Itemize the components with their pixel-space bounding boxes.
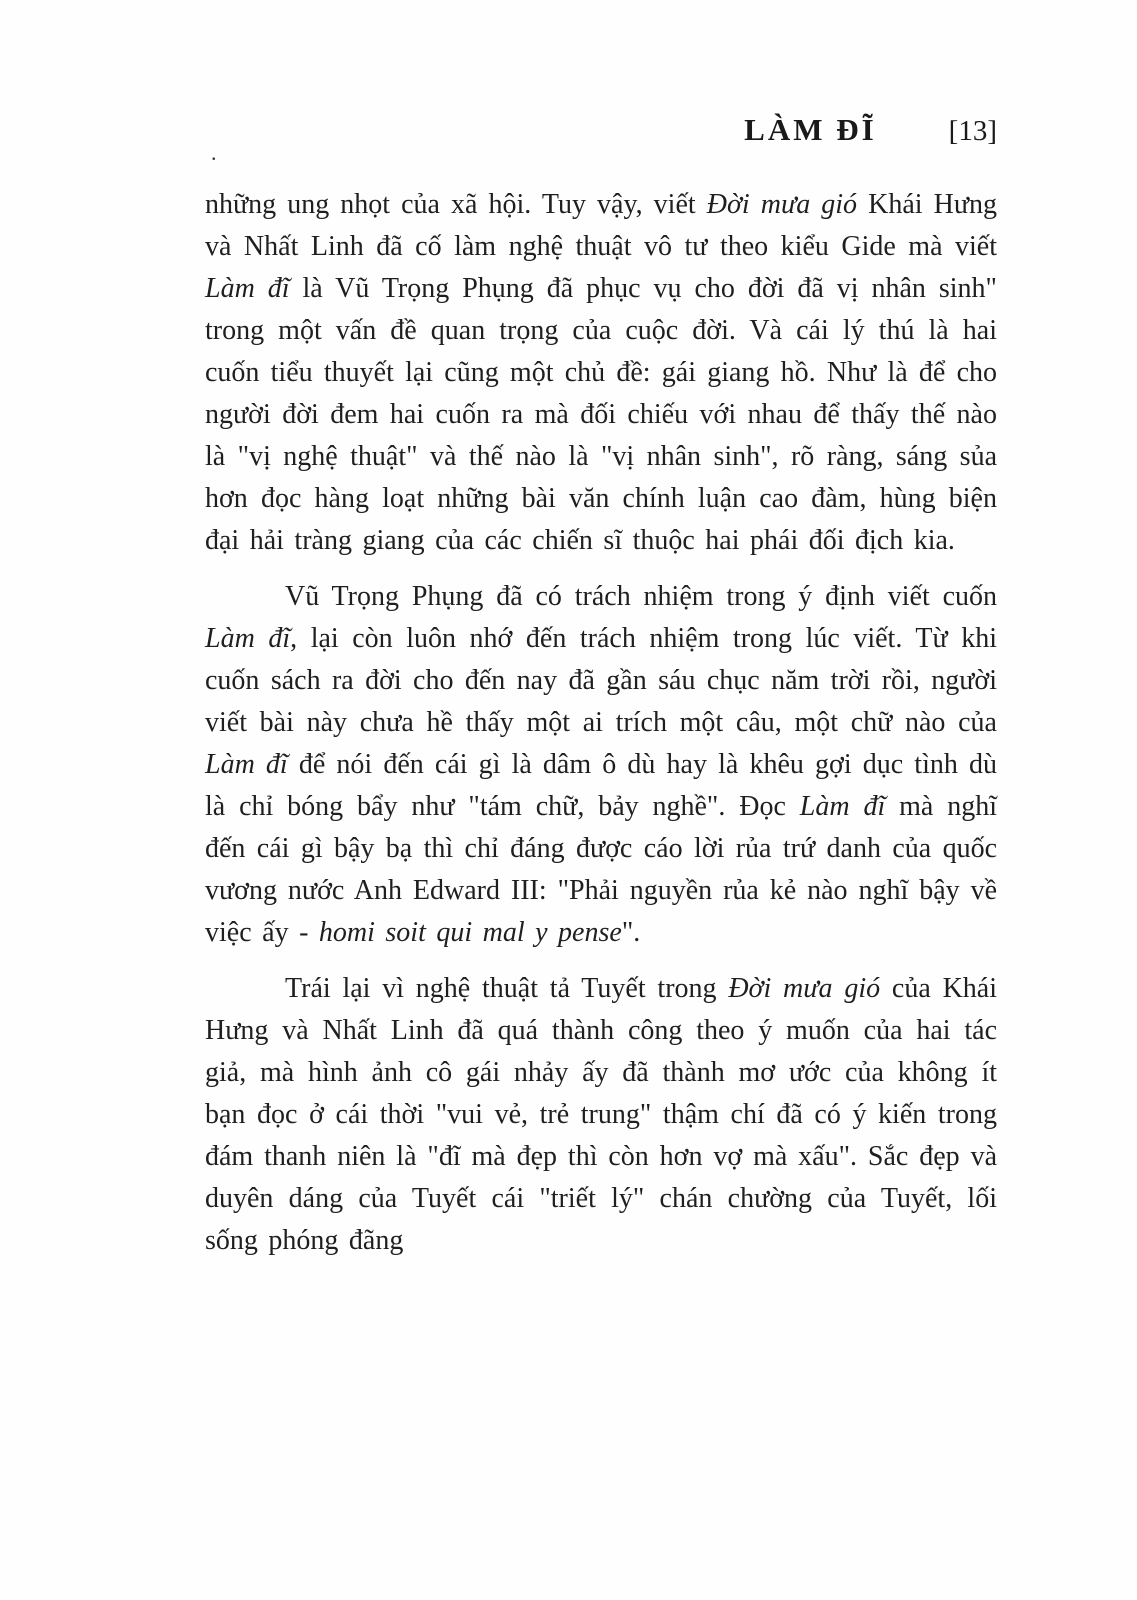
text-segment: những ung nhọt của xã hội. Tuy vậy, viết bbox=[205, 189, 707, 220]
page-content bbox=[205, 112, 997, 1262]
text-segment: Trái lại vì nghệ thuật tả Tuyết trong bbox=[285, 973, 729, 1004]
text-segment: Vũ Trọng Phụng đã có trách nhiệm trong ý định viết cuốn bbox=[285, 581, 997, 612]
italic-text-segment: Làm đĩ bbox=[799, 791, 886, 822]
paragraph-2 bbox=[205, 576, 997, 954]
text-segment: ". bbox=[621, 917, 641, 948]
text-segment: là Vũ Trọng Phụng đã phục vụ cho đời đã vị nhân sinh" trong một vấn đề quan trọng của cuộc đời. Và cái lý thú là hai cuốn tiểu thuyết lại cũng một chủ đề: gái giang hồ. Như là để cho người đời đem hai cuốn ra mà đối chiếu với nhau để thấy thế nào là "vị nghệ thuật" và thế nào là "vị nhân sinh", rõ ràng, sáng sủa hơn đọc hàng loạt những bài văn chính luận cao đàm, hùng biện đại hải tràng giang của các chiến sĩ thuộc hai phái đối địch kia. bbox=[205, 273, 997, 556]
paragraph-1 bbox=[205, 184, 997, 562]
running-head-title: LÀM ĐĨ bbox=[744, 112, 877, 147]
paragraph-3 bbox=[205, 968, 997, 1262]
text-segment: mà nghĩ đến cái gì bậy bạ thì chỉ đáng được cáo lời rủa trứ danh của quốc vương nước Anh Edward III: "Phải nguyền rủa kẻ nào nghĩ bậy về việc ấy - bbox=[205, 791, 997, 948]
italic-text-segment: Đời mưa gió bbox=[706, 189, 858, 220]
italic-text-segment: homi soit qui mal y pense bbox=[318, 917, 622, 948]
body-text bbox=[205, 184, 997, 1262]
italic-text-segment: Làm đĩ bbox=[205, 749, 288, 780]
page-header bbox=[205, 112, 997, 148]
text-segment: , lại còn luôn nhớ đến trách nhiệm trong lúc viết. Từ khi cuốn sách ra đời cho đến nay đã gần sáu chục năm trời rồi, người viết bài này chưa hề thấy một ai trích một câu, một chữ nào của bbox=[205, 623, 997, 738]
italic-text-segment: Làm đĩ bbox=[205, 623, 291, 654]
text-segment: Khái Hưng và Nhất Linh đã cố làm nghệ thuật vô tư theo kiểu Gide mà viết bbox=[205, 189, 997, 262]
italic-text-segment: Đời mưa gió bbox=[728, 973, 881, 1004]
text-segment: của Khái Hưng và Nhất Linh đã quá thành công theo ý muốn của hai tác giả, mà hình ảnh cô gái nhảy ấy đã thành mơ ước của không ít bạn đọc ở cái thời "vui vẻ, trẻ trung" thậm chí đã có ý kiến trong đám thanh niên là "đĩ mà đẹp thì còn hơn vợ mà xấu". Sắc đẹp và duyên dáng của Tuyết cái "triết lý" chán chường của Tuyết, lối sống phóng đãng bbox=[205, 973, 997, 1256]
page-number: [13] bbox=[948, 115, 997, 147]
stray-print-mark: . bbox=[211, 140, 217, 165]
italic-text-segment: Làm đĩ bbox=[205, 273, 290, 304]
text-segment: để nói đến cái gì là dâm ô dù hay là khêu gợi dục tình dù là chỉ bóng bẩy như "tám chữ, bảy nghề". Đọc bbox=[205, 749, 997, 822]
